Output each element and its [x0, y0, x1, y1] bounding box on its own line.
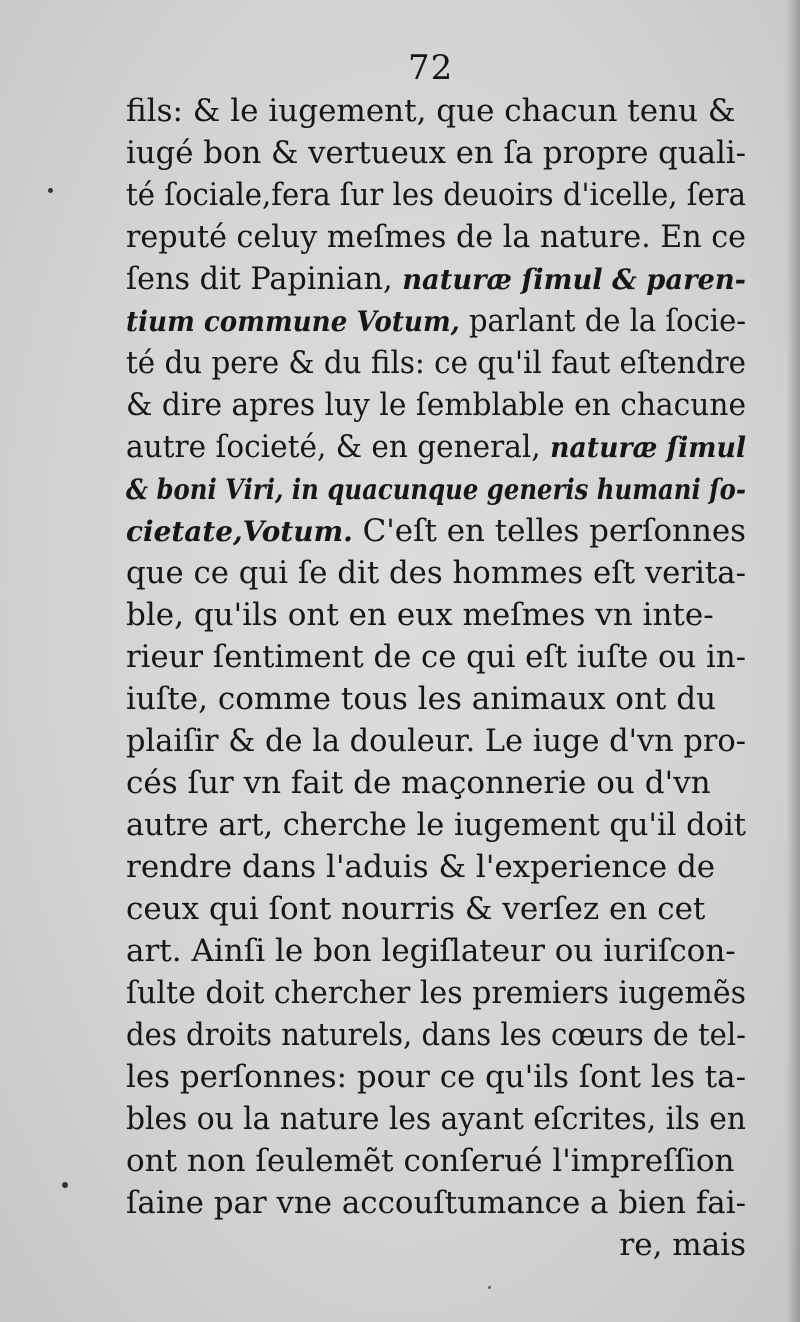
- text-segment: autre ſocieté, & en general,: [126, 429, 551, 465]
- page-edge-shadow: [786, 0, 800, 1322]
- text-line: [126, 510, 746, 552]
- text-line: [126, 846, 746, 888]
- text-segment: plaiſir & de la douleur. Le iuge d'vn pro-: [126, 723, 746, 759]
- text-segment: ſens dit Papinian,: [126, 261, 403, 297]
- ink-speck: [488, 1286, 491, 1289]
- text-segment: C'eſt en telles perſonnes: [352, 513, 746, 549]
- text-segment: té du pere & du fils: ce qu'il faut eſtendre: [126, 345, 747, 381]
- italic-latin-quote: naturæ ſimul: [550, 431, 747, 464]
- text-line: [126, 594, 746, 636]
- text-segment: ceux qui ſont nourris & verſez en cet: [126, 891, 706, 927]
- text-line: [126, 174, 746, 216]
- text-line: [126, 132, 746, 174]
- text-line: [126, 384, 746, 426]
- text-line: [126, 90, 746, 132]
- text-segment: iuſte, comme tous les animaux ont du: [126, 681, 717, 717]
- text-segment: rieur ſentiment de ce qui eſt iuſte ou in-: [126, 639, 746, 675]
- text-line: [126, 468, 746, 510]
- text-line: [126, 342, 746, 384]
- text-segment: té ſociale,fera ſur les deuoirs d'icelle, ſera: [126, 177, 747, 213]
- text-line: [126, 258, 746, 300]
- text-line: [126, 972, 746, 1014]
- body-text: [126, 90, 746, 1266]
- text-line: [126, 762, 746, 804]
- text-segment: cés ſur vn fait de maçonnerie ou d'vn: [126, 765, 711, 801]
- text-segment: reputé celuy meſmes de la nature. En ce: [126, 219, 746, 255]
- text-line: [126, 1140, 746, 1182]
- text-segment: bles ou la nature les ayant eſcrites, ils en: [126, 1101, 746, 1137]
- text-segment: art. Ainſi le bon legiſlateur ou iuriſcon-: [126, 933, 736, 969]
- text-line: [126, 300, 746, 342]
- text-segment: ſaine par vne accouſtumance a bien fai-: [126, 1185, 747, 1221]
- text-line: [126, 888, 746, 930]
- italic-latin-quote: & boni Viri, in quacunque generis humani ſo-: [126, 473, 747, 506]
- text-segment: autre art, cherche le iugement qu'il doit: [126, 807, 746, 843]
- ink-speck: [62, 1182, 68, 1188]
- text-segment: rendre dans l'aduis & l'experience de: [126, 849, 716, 885]
- text-line: [126, 426, 746, 468]
- text-line: [126, 1098, 746, 1140]
- text-line: [126, 1182, 746, 1224]
- catchword: re, mais: [619, 1227, 746, 1263]
- text-line: [126, 930, 746, 972]
- text-segment: que ce qui ſe dit des hommes eſt verita-: [126, 555, 747, 591]
- text-line: [126, 720, 746, 762]
- text-segment: des droits naturels, dans les cœurs de tel-: [126, 1017, 747, 1053]
- text-segment: ſulte doit chercher les premiers iugemẽs: [126, 975, 747, 1011]
- text-line: [126, 678, 746, 720]
- text-line: [126, 1056, 746, 1098]
- italic-latin-quote: naturæ ſimul & paren-: [402, 263, 747, 296]
- text-segment: ble, qu'ils ont en eux meſmes vn inte-: [126, 597, 714, 633]
- text-segment: fils: & le iugement, que chacun tenu &: [126, 93, 736, 129]
- italic-latin-quote: tium commune Votum,: [126, 305, 460, 338]
- italic-latin-quote: cietate,Votum.: [126, 515, 353, 548]
- text-segment: ont non ſeulemẽt conſerué l'impreſſion: [126, 1143, 735, 1179]
- text-segment: & dire apres luy le ſemblable en chacune: [126, 387, 747, 423]
- text-segment: les perſonnes: pour ce qu'ils ſont les ta-: [126, 1059, 747, 1095]
- text-line: [126, 552, 746, 594]
- page-number: 72: [408, 48, 454, 88]
- text-line: [126, 804, 746, 846]
- text-segment: parlant de la ſocie-: [459, 303, 747, 339]
- text-line: [126, 1014, 746, 1056]
- text-line: [126, 636, 746, 678]
- text-line: [126, 216, 746, 258]
- ink-speck: [48, 188, 53, 193]
- text-segment: iugé bon & vertueux en ſa propre quali-: [126, 135, 747, 171]
